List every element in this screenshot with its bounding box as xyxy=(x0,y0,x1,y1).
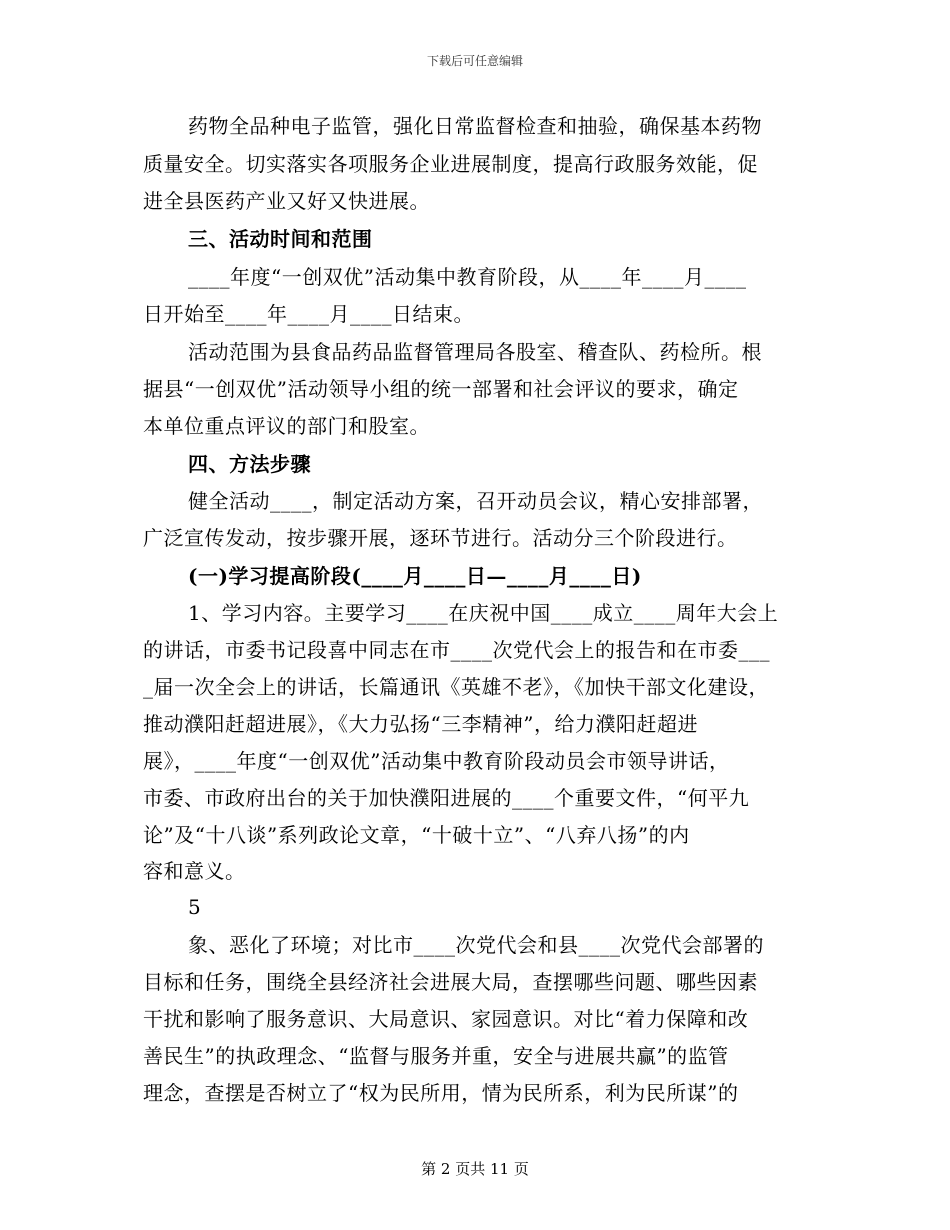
paragraph-line: 日开始至____年____月____日结束。 xyxy=(143,302,474,326)
paragraph-line: 善民生”的执政理念、“监督与服务并重，安全与进展共赢”的监管 xyxy=(143,1044,729,1068)
paragraph-line: ____年度“一创双优”活动集中教育阶段，从____年____月____ xyxy=(188,265,747,289)
paragraph-line: 展》，____年度“一创双优”活动集中教育阶段动员会市领导讲话， xyxy=(143,749,730,773)
paragraph-line: 进全县医药产业又好又快进展。 xyxy=(143,189,430,213)
paragraph-line: 1、学习内容。主要学习____在庆祝中国____成立____周年大会上 xyxy=(188,601,779,625)
paragraph-line: 象、恶化了环境；对比市____次党代会和县____次党代会部署的 xyxy=(188,933,764,957)
subsection-heading: (一)学习提高阶段(____月____日—____月____日) xyxy=(188,564,642,588)
paragraph-line: 健全活动____，制定活动方案，召开动员会议，精心安排部署， xyxy=(188,489,763,513)
paragraph-line: 容和意义。 xyxy=(143,859,246,883)
section-heading: 四、方法步骤 xyxy=(188,452,311,476)
paragraph-line: 理念，查摆是否树立了“权为民所用，情为民所系，利为民所谋”的 xyxy=(143,1081,739,1105)
page-header: 下载后可任意编辑 xyxy=(426,54,523,68)
paragraph-line: 的讲话，市委书记段喜中同志在市____次党代会上的报告和在市委___ xyxy=(143,638,770,662)
paragraph-line: 市委、市政府出台的关于加快濮阳进展的____个重要文件，“何平九 xyxy=(143,786,750,810)
paragraph-line: _届一次全会上的讲话，长篇通讯《英雄不老》，《加快干部文化建设， xyxy=(143,675,769,699)
paragraph-line: 目标和任务，围绕全县经济社会进展大局，查摆哪些问题、哪些因素 xyxy=(143,970,758,994)
paragraph-line: 药物全品种电子监管，强化日常监督检查和抽验，确保基本药物 xyxy=(188,114,762,138)
paragraph-line: 推动濮阳赶超进展》，《大力弘扬“三李精神”，给力濮阳赶超进 xyxy=(143,712,698,736)
paragraph-line: 论”及“十八谈”系列政论文章，“十破十立”、“八弃八扬”的内 xyxy=(143,823,690,847)
paragraph-line: 广泛宣传发动，按步骤开展，逐环节进行。活动分三个阶段进行。 xyxy=(143,526,738,550)
paragraph-line: 干扰和影响了服务意识、大局意识、家园意识。对比“着力保障和改 xyxy=(143,1007,749,1031)
section-heading: 三、活动时间和范围 xyxy=(188,227,373,251)
page-footer: 第 2 页共 11 页 xyxy=(421,1160,529,1178)
paragraph-line: 本单位重点评议的部门和股室。 xyxy=(143,414,430,438)
paragraph-line: 活动范围为县食品药品监督管理局各股室、稽查队、药检所。根 xyxy=(188,340,762,364)
page-fragment-number: 5 xyxy=(188,895,202,919)
paragraph-line: 质量安全。切实落实各项服务企业进展制度，提高行政服务效能，促 xyxy=(143,152,758,176)
paragraph-line: 据县“一创双优”活动领导小组的统一部署和社会评议的要求，确定 xyxy=(143,377,739,401)
